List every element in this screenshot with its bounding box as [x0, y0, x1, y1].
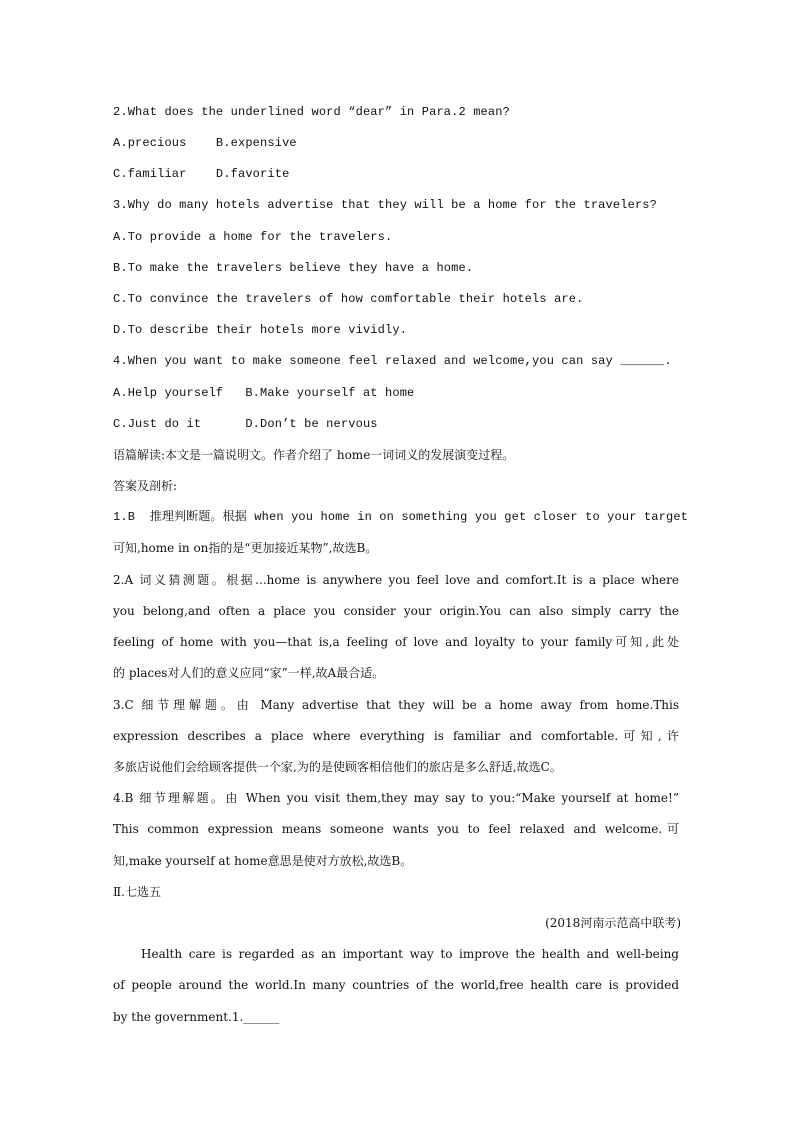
answer-3-line-2: expression describes a place where everything is familiar and comfortable.可知,许 [113, 729, 679, 743]
question-4-stem: 4.When you want to make someone feel relaxed and welcome,you can say ______. [113, 354, 672, 368]
answer-4-line-3: 知,make yourself at home意思是使对方放松,故选B。 [113, 854, 413, 868]
question-2-options-cd: C.familiar D.favorite [113, 167, 290, 181]
question-4-options-ab: A.Help yourself B.Make yourself at home [113, 386, 415, 400]
question-3-option-a: A.To provide a home for the travelers. [113, 230, 393, 244]
question-3-option-c: C.To convince the travelers of how comfortable their hotels are. [113, 292, 584, 306]
answer-1-line-1: 1.B 推理判断题。根据 when you home in on something you get closer to your target [113, 510, 689, 524]
question-2-stem: 2.What does the underlined word “dear” in Para.2 mean? [113, 105, 510, 119]
question-3-option-d: D.To describe their hotels more vividly. [113, 323, 408, 337]
question-2-options-ab: A.precious B.expensive [113, 136, 297, 150]
answer-4-line-2: This common expression means someone wants you to feel relaxed and welcome.可 [113, 822, 679, 836]
question-4-options-cd: C.Just do it D.Don’t be nervous [113, 417, 378, 431]
answer-2-line-1: 2.A 词义猜测题。根据...home is anywhere you feel love and comfort.It is a place where [113, 573, 679, 587]
passage-interpretation: 语篇解读:本文是一篇说明文。作者介绍了 home一词词义的发展演变过程。 [113, 448, 515, 462]
answer-3-line-1: 3.C 细节理解题。由 Many advertise that they will be a home away from home.This [113, 698, 679, 712]
passage-line-1: Health care is regarded as an important way to improve the health and well-being [141, 947, 679, 961]
source-citation: (2018河南示范高中联考) [545, 916, 681, 930]
answer-1-line-2: 可知,home in on指的是“更加接近某物”,故选B。 [113, 541, 378, 555]
question-3-stem: 3.Why do many hotels advertise that they will be a home for the travelers? [113, 198, 657, 212]
section-title: Ⅱ.七选五 [113, 885, 161, 899]
passage-line-2: of people around the world.In many countries of the world,free health care is provided [113, 978, 679, 992]
answer-2-line-2: you belong,and often a place you consider your origin.You can also simply carry the [113, 604, 679, 618]
answer-2-line-3: feeling of home with you—that is,a feeling of love and loyalty to your family可知,此处 [113, 635, 679, 649]
question-3-option-b: B.To make the travelers believe they have a home. [113, 261, 474, 275]
answer-3-line-3: 多旅店说他们会给顾客提供一个家,为的是使顾客相信他们的旅店是多么舒适,故选C。 [113, 760, 562, 774]
answer-2-line-4: 的 places对人们的意义应同“家”一样,故A最合适。 [113, 666, 385, 680]
answer-4-line-1: 4.B 细节理解题。由 When you visit them,they may say to you:“Make yourself at home!” [113, 791, 679, 805]
answers-heading: 答案及剖析: [113, 479, 178, 493]
passage-line-3: by the government.1.______ [113, 1010, 280, 1024]
